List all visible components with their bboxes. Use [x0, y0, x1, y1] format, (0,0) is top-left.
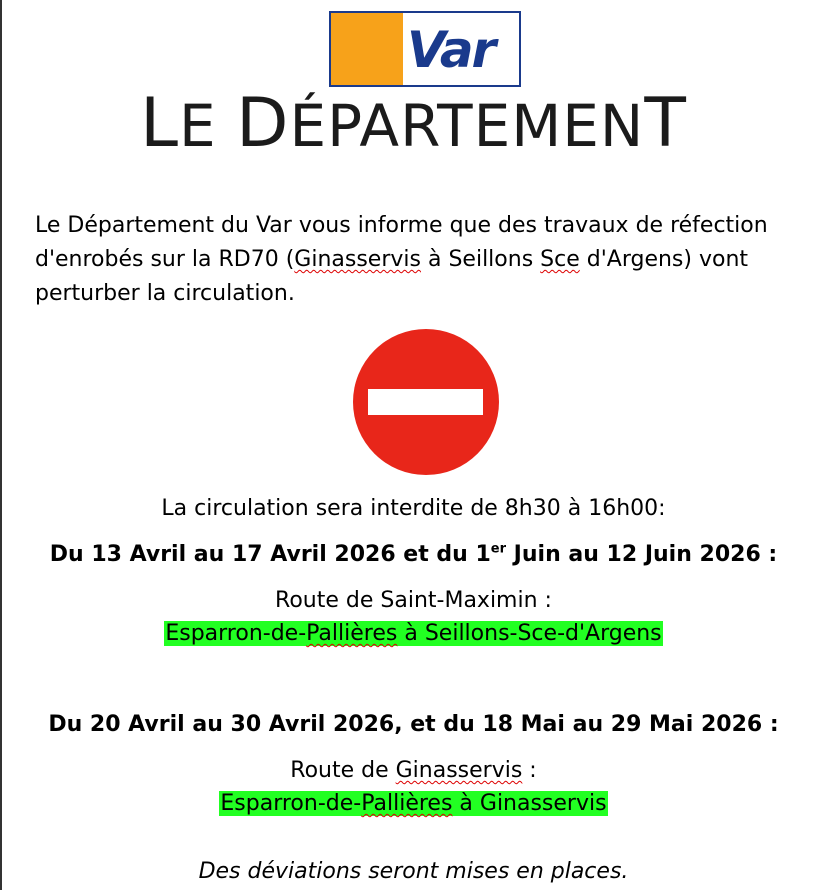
no-entry-sign-icon	[352, 328, 500, 476]
intro-paragraph: Le Département du Var vous informe que des travaux de réfection d'enrobés sur la RD70 (Ginasservis à Seillons Sce d'Argens) vont perturber la circulation.	[35, 213, 768, 306]
period-1-route: Route de Saint-Maximin :	[275, 588, 552, 613]
logo-text: Var	[407, 21, 495, 79]
period-1-segment	[2, 618, 823, 650]
page-title: LE DÉPARTEMENT	[140, 84, 687, 163]
period-2-segment	[2, 788, 823, 820]
period-2-route: Route de Ginasservis :	[290, 758, 537, 783]
period-2-dates: Du 20 Avril au 30 Avril 2026, et du 18 Mai au 29 Mai 2026 :	[48, 712, 779, 737]
sign-bar	[368, 389, 483, 415]
highlight: Esparron-de-Pallières à Ginasservis	[220, 791, 607, 816]
highlight: Esparron-de-Pallières à Seillons-Sce-d'Argens	[165, 621, 662, 646]
detour-notice: Des déviations seront mises en places.	[198, 859, 629, 884]
var-map-icon	[331, 13, 403, 85]
var-department-logo	[329, 11, 521, 87]
closure-hours: La circulation sera interdite de 8h30 à 16h00:	[161, 496, 666, 521]
period-1-dates: Du 13 Avril au 17 Avril 2026 et du 1er Juin au 12 Juin 2026 :	[49, 541, 778, 567]
